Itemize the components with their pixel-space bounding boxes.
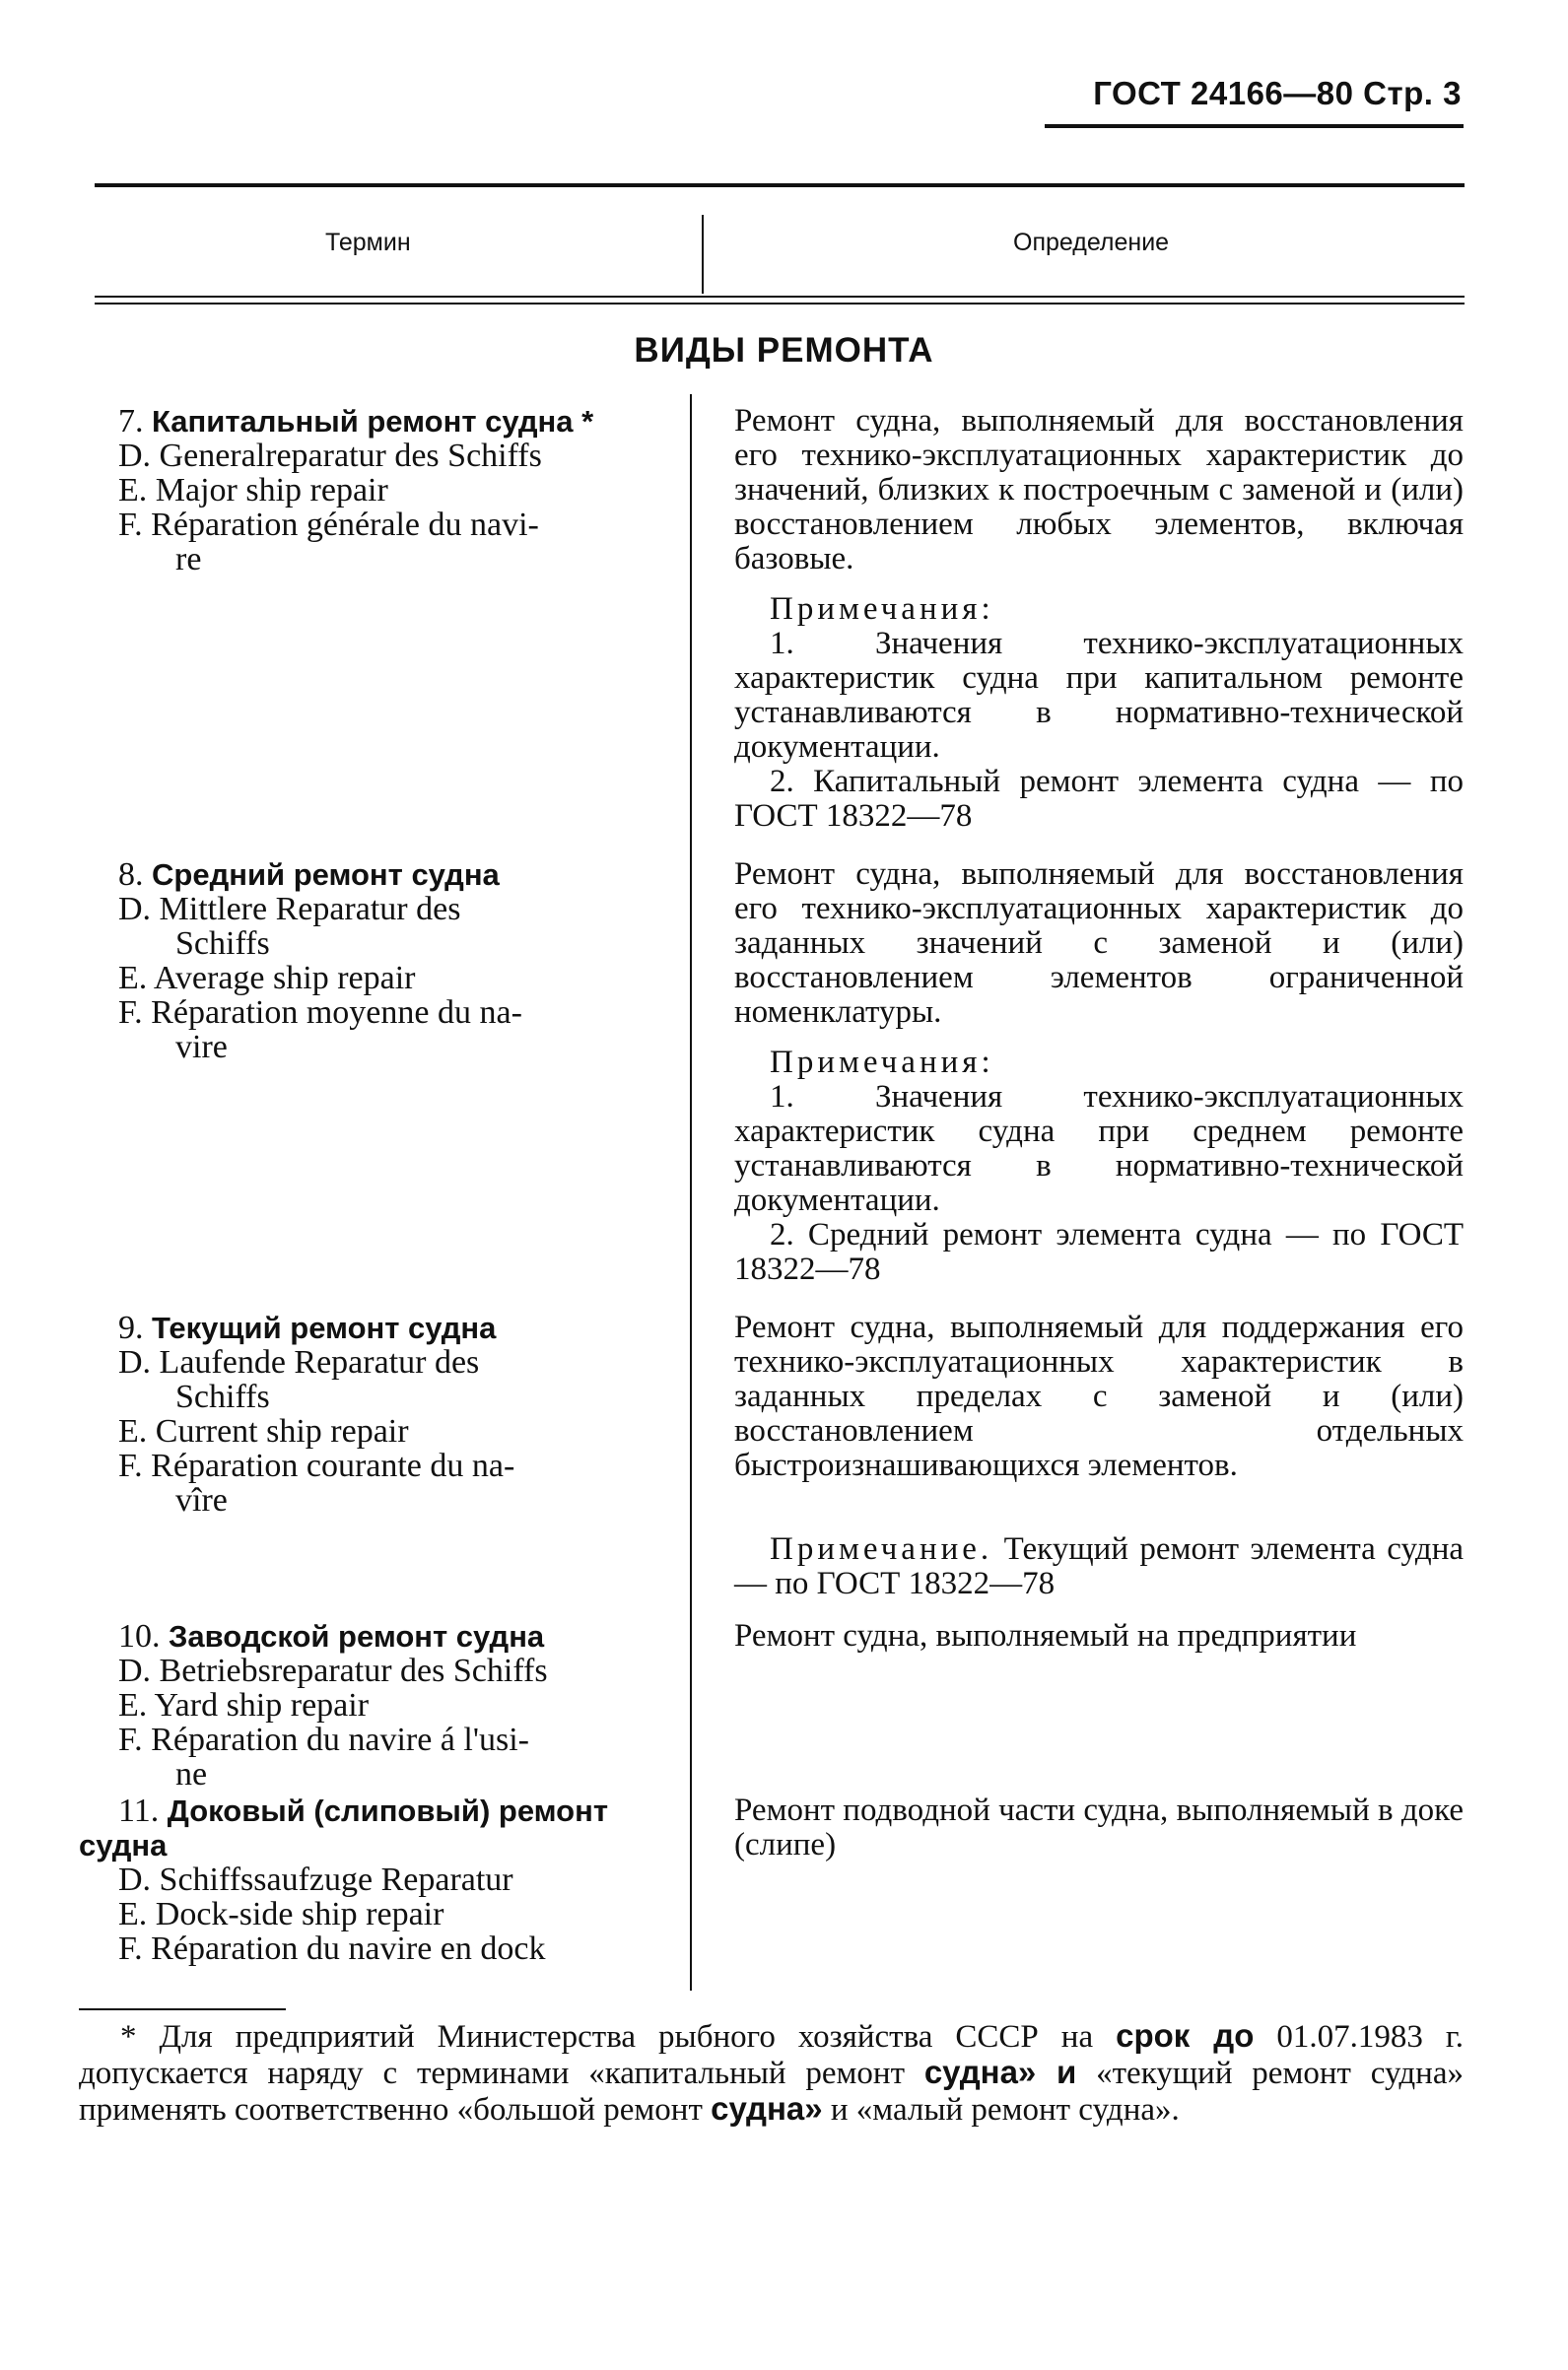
term-fr: F. Réparation du navire á l'usi- — [118, 1722, 529, 1758]
footnote-text: и «малый ремонт судна». — [822, 2092, 1180, 2128]
note-item-2: 2. Капитальный ремонт элемента судна — по ГОСТ 18322—78 — [734, 764, 1464, 834]
term-en: E. Average ship repair — [118, 960, 416, 996]
footnote-bold: судна» — [711, 2090, 823, 2127]
note — [734, 1532, 1464, 1601]
footnote-rule — [79, 2008, 286, 2010]
term-number: 7. — [118, 403, 144, 440]
definition-entry-9 — [734, 1311, 1464, 1601]
note-text: Текущий ремонт элемента судна — по ГОСТ 18322—78 — [734, 1531, 1465, 1601]
section-title: ВИДЫ РЕМОНТА — [634, 331, 934, 370]
term-ru-line — [118, 857, 670, 892]
header-rule — [1045, 124, 1464, 128]
term-ru-title: Заводской ремонт судна — [169, 1619, 545, 1654]
term-fr-cont: re — [175, 541, 202, 577]
term-number: 9. — [118, 1310, 144, 1346]
table-top-rule — [95, 183, 1465, 187]
term-fr: F. Réparation courante du na- — [118, 1448, 515, 1484]
note-title-text: Примечания: — [770, 591, 994, 627]
term-fr: F. Réparation du navire en dock — [118, 1930, 546, 1967]
footnote-bold: судна» и — [923, 2054, 1077, 2090]
footnote-bold: срок до — [1116, 2017, 1255, 2054]
footnote-text: * Для предприятий Министерства рыбного хозяйства СССР на — [120, 2019, 1117, 2055]
term-entry-8 — [118, 857, 670, 1064]
header-bottom-rule-second — [95, 303, 1465, 305]
header-bottom-rule — [95, 296, 1465, 298]
definition-entry-11 — [734, 1794, 1464, 1862]
definition-entry-8 — [734, 857, 1464, 1287]
note-title-text: Примечания: — [770, 1045, 994, 1080]
term-fr: F. Réparation moyenne du na- — [118, 994, 522, 1031]
definition-text: Ремонт судна, выполняемый для восстановления его технико-эксплуатационных характеристик до значений, близких к построечным с заменой и (или) восстановлением любых элементов, включая базовые. — [734, 403, 1464, 576]
term-entry-11 — [79, 1794, 670, 1966]
term-entry-9 — [118, 1311, 670, 1518]
term-number: 10. — [118, 1618, 161, 1655]
column-header-term: Термин — [325, 229, 411, 256]
term-de: D. Laufende Reparatur des — [118, 1344, 480, 1381]
term-fr: F. Réparation générale du navi- — [118, 507, 539, 543]
term-number: 8. — [118, 856, 144, 893]
term-ru-title: Средний ремонт судна — [152, 857, 500, 892]
body-column-divider — [690, 394, 692, 1991]
term-ru-line — [118, 1311, 670, 1345]
definition-entry-7 — [734, 404, 1464, 834]
term-ru-line — [79, 1794, 670, 1828]
term-en: E. Major ship repair — [118, 472, 388, 508]
header-column-divider — [702, 215, 704, 294]
term-ru-title: Доковый (слиповый) ремонт — [167, 1794, 609, 1828]
term-ru-line — [118, 1619, 670, 1654]
term-fr-cont: vire — [175, 1029, 228, 1065]
term-number: 11. — [118, 1793, 160, 1829]
term-de-cont: Schiffs — [175, 925, 270, 962]
term-en: E. Current ship repair — [118, 1413, 409, 1450]
term-ru-title: Капитальный ремонт судна * — [152, 404, 594, 439]
term-fr-cont: vîre — [175, 1482, 228, 1519]
footnote — [79, 2018, 1464, 2128]
footnote-text: «текущий ремонт судна» применять соответственно «большой ремонт — [79, 2056, 1464, 2128]
note-item-1: 1. Значения технико-эксплуатационных характеристик судна при среднем ремонте устанавливаются в нормативно-технической документации. — [734, 1079, 1464, 1218]
term-en: E. Yard ship repair — [118, 1687, 370, 1724]
term-de: D. Schiffssaufzuge Reparatur — [118, 1862, 513, 1898]
note-title — [734, 592, 1464, 627]
term-entry-7 — [118, 404, 670, 576]
definition-entry-10 — [734, 1619, 1464, 1654]
note-item-2: 2. Средний ремонт элемента судна — по ГОСТ 18322—78 — [734, 1217, 1464, 1287]
note-item-1: 1. Значения технико-эксплуатационных характеристик судна при капитальном ремонте устанавливаются в нормативно-технической документации. — [734, 626, 1464, 765]
term-de-cont: Schiffs — [175, 1379, 270, 1415]
term-fr-cont: ne — [175, 1756, 208, 1793]
term-entry-10 — [118, 1619, 670, 1792]
column-header-definition: Определение — [1013, 229, 1170, 256]
term-ru-title: Текущий ремонт судна — [152, 1311, 497, 1345]
definition-text: Ремонт судна, выполняемый для восстановления его технико-эксплуатационных характеристик до заданных значений с заменой и (или) восстановлением элементов ограниченной номенклатуры. — [734, 856, 1464, 1030]
definition-text: Ремонт судна, выполняемый для поддержания его технико-эксплуатационных характеристик в заданных пределах с заменой и (или) восстановлением отдельных быстроизнашивающихся элементов. — [734, 1310, 1464, 1483]
term-de: D. Generalreparatur des Schiffs — [118, 438, 542, 474]
definition-text: Ремонт подводной части судна, выполняемый в доке (слипе) — [734, 1793, 1464, 1862]
term-de: D. Mittlere Reparatur des — [118, 891, 461, 927]
term-ru-title-cont: судна — [79, 1828, 168, 1862]
note-title-text: Примечание. — [770, 1531, 993, 1567]
footnote-text: 01.07.1983 г. допускается наряду с терминами «капитальный ремонт — [79, 2019, 1464, 2091]
term-de: D. Betriebsreparatur des Schiffs — [118, 1653, 548, 1689]
term-en: E. Dock-side ship repair — [118, 1896, 444, 1932]
term-ru-line — [118, 404, 670, 439]
definition-text: Ремонт судна, выполняемый на предприятии — [734, 1618, 1357, 1654]
page-header: ГОСТ 24166—80 Стр. 3 — [1093, 75, 1462, 111]
note-title — [734, 1046, 1464, 1080]
